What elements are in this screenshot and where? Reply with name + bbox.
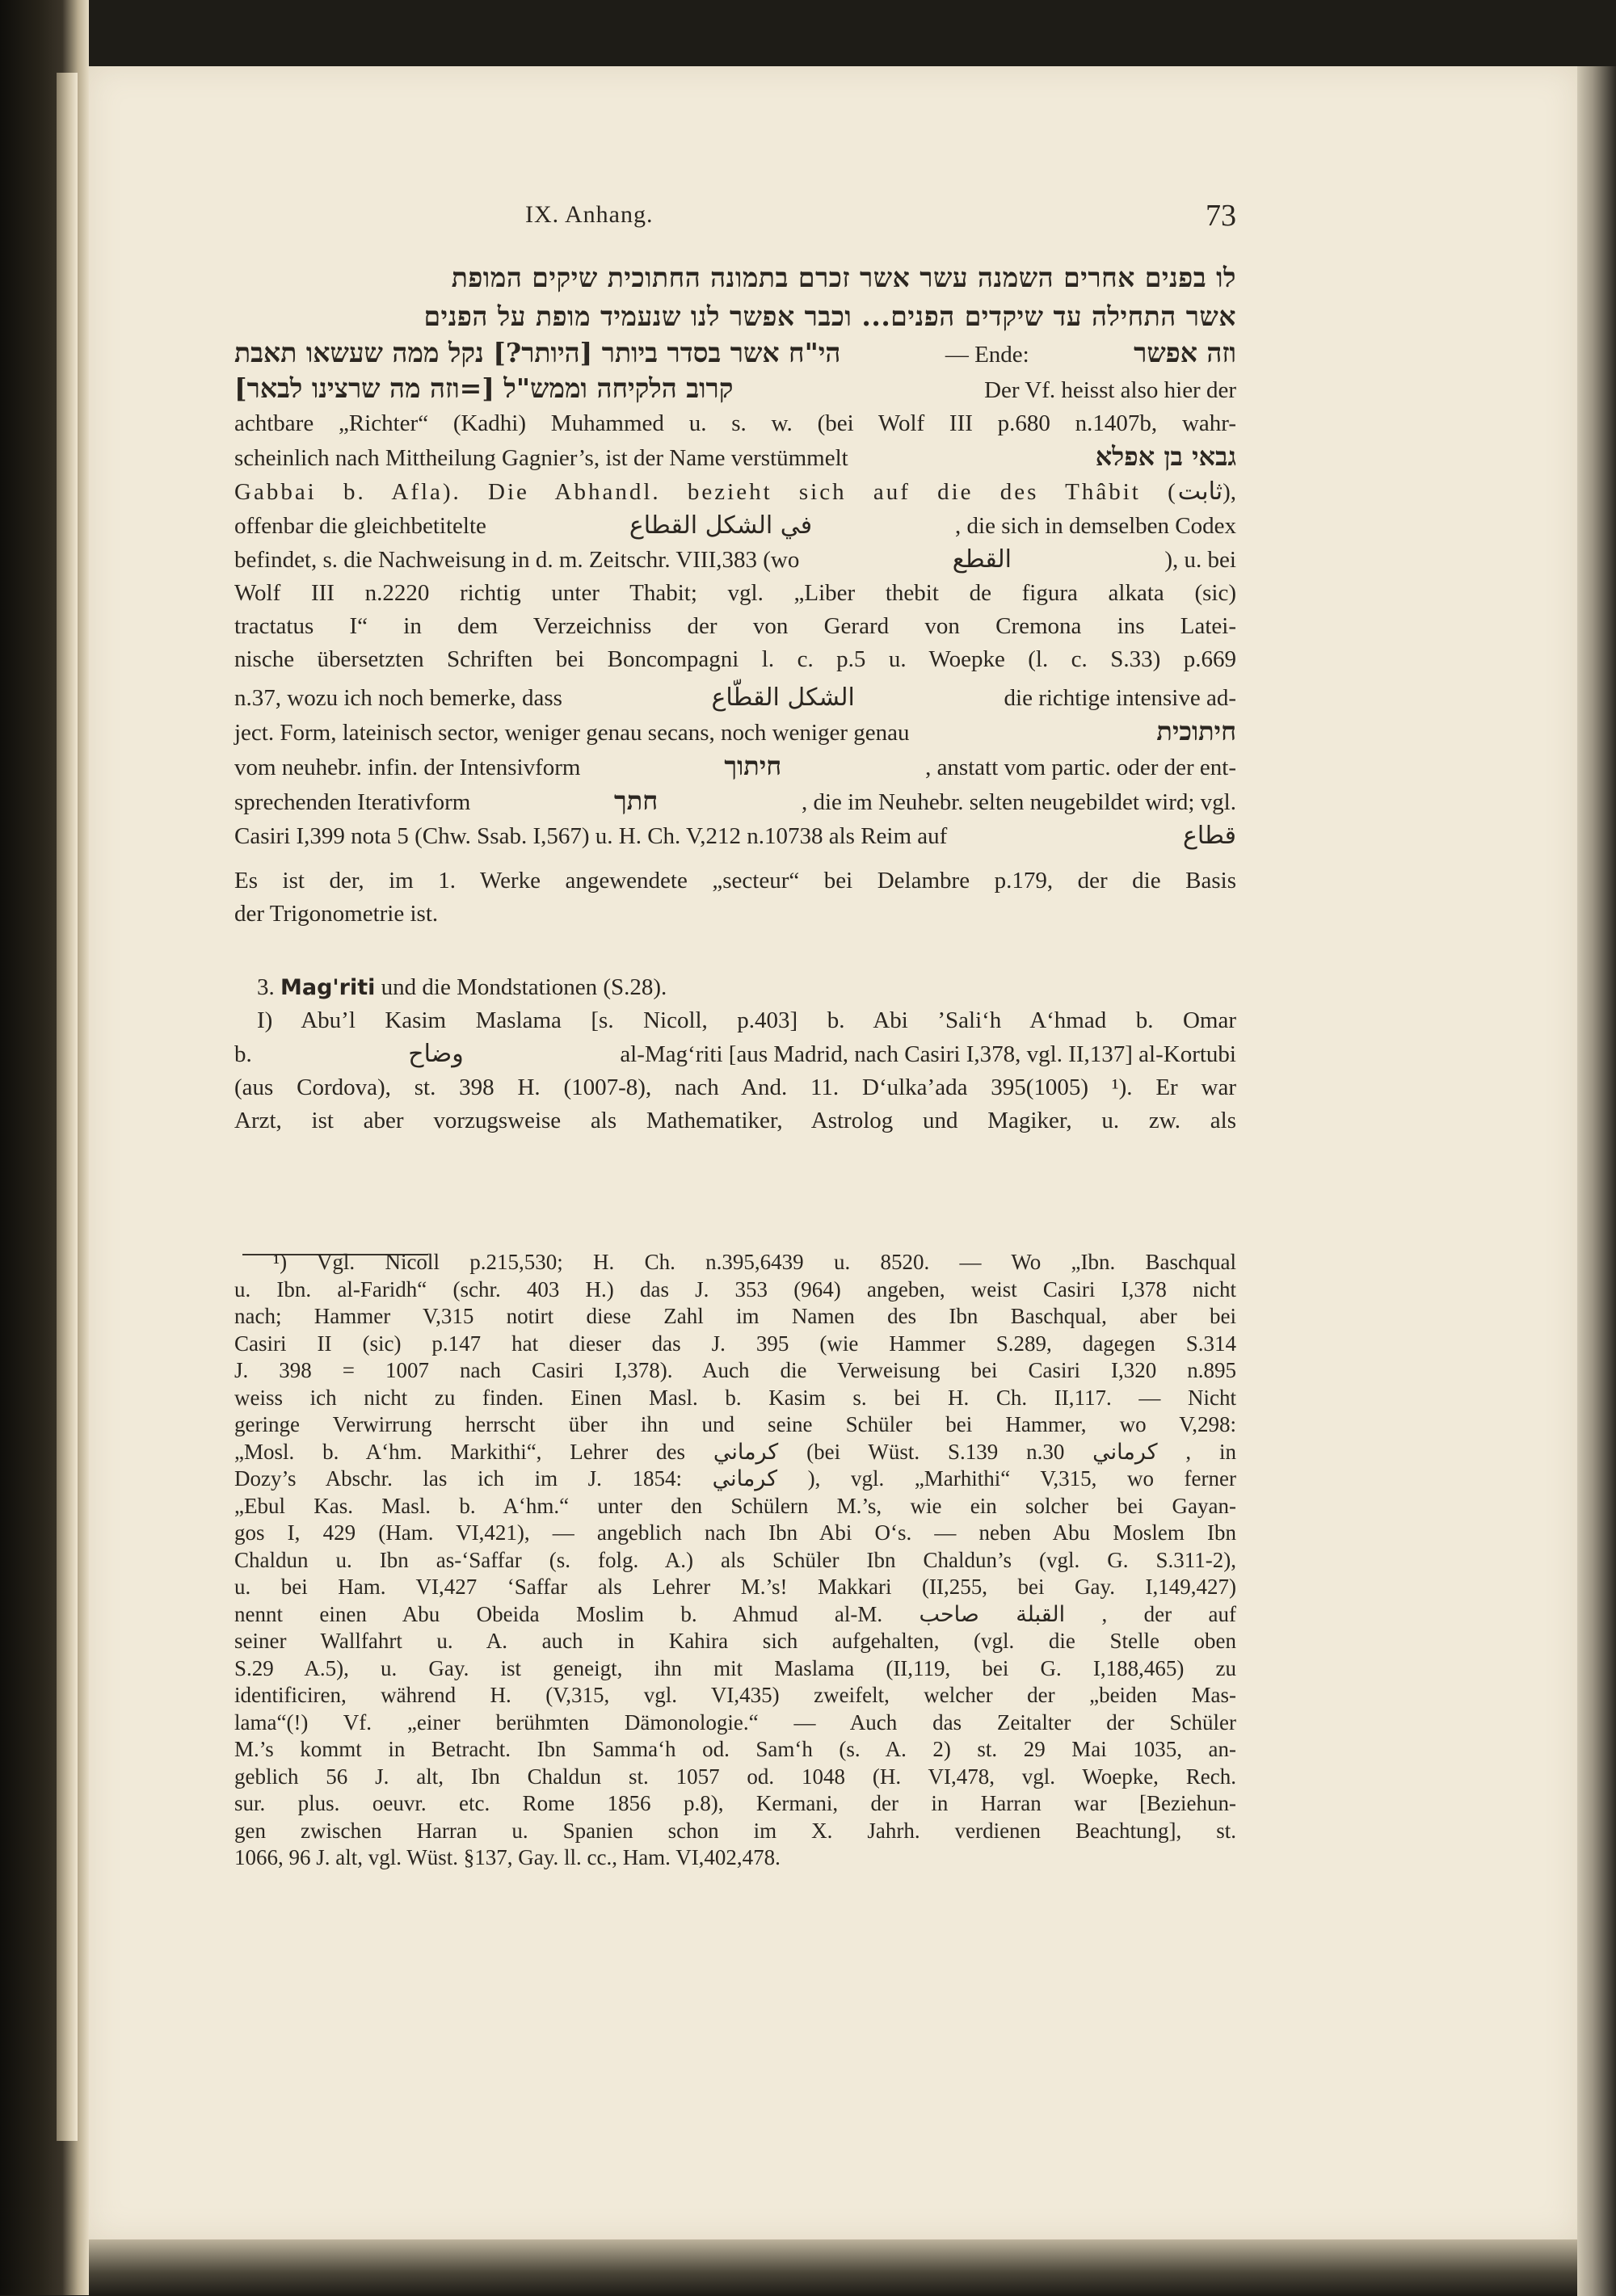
section-gap xyxy=(234,931,1236,971)
text-line xyxy=(234,440,1236,475)
page-stack-edge xyxy=(1577,66,1616,2296)
footnote-line: Casiri II (sic) p.147 hat dieser das J. 395 (wie Hammer S.289, dagegen S.314 xyxy=(234,1331,1236,1356)
section-number: 3. xyxy=(257,974,275,1000)
text-segment: Gabbai b. Afla). Die Abhandl. bezieht sich auf die des Thâbit ( xyxy=(234,479,1178,505)
text-line xyxy=(234,1037,1236,1071)
text-line: Wolf III n.2220 richtig unter Thabit; vgl. „Liber thebit de figura alkata (sic) xyxy=(234,580,1236,606)
hebrew-quote xyxy=(234,259,1236,336)
footnote-line: „Ebul Kas. Masl. b. A‘hm.“ unter den Schülern M.’s, wie ein solcher bei Gayan- xyxy=(234,1493,1236,1518)
text-line xyxy=(234,543,1236,577)
section-heading xyxy=(234,971,1236,1004)
page-number: 73 xyxy=(1206,199,1236,233)
footnote-line: S.29 A.5), u. Gay. ist geneigt, ihn mit Maslama (II,119, bei G. I,188,465) zu xyxy=(234,1655,1236,1680)
text-line: I) Abu’l Kasim Maslama [s. Nicoll, p.403] b. Abi ’Sali‘h A‘hmad b. Omar xyxy=(257,1007,1236,1033)
text-segment: offenbar die gleichbetitelte xyxy=(234,513,486,539)
mixed-line xyxy=(234,336,1236,372)
footnote-line: weiss ich nicht zu finden. Einen Masl. b. Kasim s. bei H. Ch. II,117. — Nicht xyxy=(234,1385,1236,1410)
mixed-line xyxy=(234,372,1236,407)
text-segment: die richtige intensive ad- xyxy=(1004,685,1236,711)
hebrew-term: חיתוכית xyxy=(1156,716,1236,746)
text-line: achtbare „Richter“ (Kadhi) Muhammed u. s. w. (bei Wolf III p.680 n.1407b, wahr- xyxy=(234,410,1236,436)
page-bottom-edge xyxy=(89,2239,1577,2295)
footnote-line: seiner Wallfahrt u. A. auch in Kahira sich aufgehalten, (vgl. die Stelle oben xyxy=(234,1629,1236,1653)
text-segment: , die sich in demselben Codex xyxy=(955,513,1236,539)
text-line xyxy=(234,784,1236,819)
footnote-line: Dozy’s Abschr. las ich im J. 1854: كرماني ), vgl. „Marhithi“ V,315, wo ferner xyxy=(234,1466,1236,1491)
text-line: nische übersetzten Schriften bei Boncompagni l. c. p.5 u. Woepke (l. c. S.33) p.669 xyxy=(234,646,1236,672)
hebrew-line: אשר התחילה עד שיקדים הפנים... וכבר אפשר לנו שנעמיד מופת על הפנים xyxy=(423,301,1236,332)
text-line: Arzt, ist aber vorzugsweise als Mathematiker, Astrolog und Magiker, u. zw. als xyxy=(234,1108,1236,1133)
arabic-title: في الشكل القطاع xyxy=(629,511,813,540)
latin-segment: Der Vf. heisst also hier der xyxy=(984,377,1236,403)
footnote-line: u. Ibn. al-Faridh“ (schr. 403 H.) das J. 353 (964) angeben, weist Casiri I,378 nicht xyxy=(234,1276,1236,1301)
footnote-line: 1066, 96 J. alt, vgl. Wüst. §137, Gay. ll. cc., Ham. VI,402,478. xyxy=(234,1845,781,1869)
hebrew-term: חיתוך xyxy=(724,751,782,781)
text-segment: ject. Form, lateinisch sector, weniger genau secans, noch weniger genau xyxy=(234,720,910,746)
footnote-line: gen zwischen Harran u. Spanien schon im X. Jahrh. verdienen Beachtung], st. xyxy=(234,1818,1236,1843)
arabic-term: الشكل القطّاع xyxy=(711,683,855,712)
footnote-line: sur. plus. oeuvr. etc. Rome 1856 p.8), Kermani, der in Harran war [Beziehun- xyxy=(234,1791,1236,1815)
previous-page-edge xyxy=(57,73,78,2141)
text-line: (aus Cordova), st. 398 H. (1007-8), nach And. 11. D‘ulka’ada 395(1005) ¹). Er war xyxy=(234,1074,1236,1100)
footnote-line: Chaldun u. Ibn as-‘Saffar (s. folg. A.) als Schüler Ibn Chaldun’s (vgl. G. S.311-2), xyxy=(234,1547,1236,1572)
footnote-line: ¹) Vgl. Nicoll p.215,530; H. Ch. n.395,6439 u. 8520. — Wo „Ibn. Baschqual xyxy=(273,1250,1236,1274)
text-segment: ), xyxy=(1223,479,1236,505)
text-line: Es ist der, im 1. Werke angewendete „secteur“ bei Delambre p.179, der die Basis xyxy=(234,868,1236,894)
footnote-line: nach; Hammer V,315 notirt diese Zahl im Namen des Ibn Baschqual, aber bei xyxy=(234,1304,1236,1328)
text-segment: , die im Neuhebr. selten neugebildet wird; vgl. xyxy=(801,789,1236,815)
text-line xyxy=(234,750,1236,784)
footnote-line: nennt einen Abu Obeida Moslim b. Ahmud al-M. القبلة صاحب , der auf xyxy=(234,1601,1236,1626)
footnote-line: M.’s kommt in Betracht. Ibn Samma‘h od. Sam‘h (s. A. 2) st. 29 Mai 1035, an- xyxy=(234,1737,1236,1761)
section-title-rest: und die Mondstationen (S.28). xyxy=(381,974,667,1000)
text-line xyxy=(234,509,1236,543)
main-text xyxy=(234,259,1236,1137)
footnote-line: J. 398 = 1007 nach Casiri I,378). Auch die Verweisung bei Casiri I,320 n.895 xyxy=(234,1358,1236,1382)
hebrew-term: חתך xyxy=(614,785,659,816)
text-segment: Casiri I,399 nota 5 (Chw. Ssab. I,567) u. H. Ch. V,212 n.10738 als Reim auf xyxy=(234,823,948,849)
text-segment: sprechenden Iterativform xyxy=(234,789,471,815)
running-title: IX. Anhang. xyxy=(525,201,654,228)
text-line: der Trigonometrie ist. xyxy=(234,901,439,927)
arabic-word: ثابت xyxy=(1177,477,1223,506)
text-segment: ), u. bei xyxy=(1164,547,1236,573)
footnote-line: geblich 56 J. alt, Ibn Chaldun st. 1057 od. 1048 (H. VI,478, vgl. Woepke, Rech. xyxy=(234,1764,1236,1789)
footnotes xyxy=(234,1249,1236,1872)
footnote-line: u. bei Ham. VI,427 ‘Saffar als Lehrer M.’s! Makkari (II,255, bei Gay. I,149,427) xyxy=(234,1575,1236,1599)
hebrew-name: גבאי בן אפלא xyxy=(1095,441,1236,472)
footnote-line: gos I, 429 (Ham. VI,421), — angeblich nach Ibn Abi O‘s. — neben Abu Moslem Ibn xyxy=(234,1520,1236,1545)
footnote-line: geringe Verwirrung herrscht über ihn und seine Schüler bei Hammer, wo V,298: xyxy=(234,1412,1236,1436)
text-segment: n.37, wozu ich noch bemerke, dass xyxy=(234,685,562,711)
latin-segment: — Ende: xyxy=(945,342,1029,368)
footnote-line: „Mosl. b. A‘hm. Markithi“, Lehrer des كرماني (bei Wüst. S.139 n.30 كرماني , in xyxy=(234,1439,1236,1464)
hebrew-segment: וזה אפשר xyxy=(1134,337,1236,368)
text-segment: scheinlich nach Mittheilung Gagnier’s, ist der Name verstümmelt xyxy=(234,445,848,471)
section-title: Mag'riti xyxy=(280,975,376,1000)
text-line xyxy=(234,819,1236,853)
text-segment: al-Mag‘riti [aus Madrid, nach Casiri I,378, vgl. II,137] al-Kortubi xyxy=(620,1041,1236,1067)
text-segment: befindet, s. die Nachweisung in d. m. Zeitschr. VIII,383 (wo xyxy=(234,547,800,573)
hebrew-segment: קרוב הלקיחה וממש"ל [=וזה מה שרצינו לבאר] xyxy=(234,372,734,404)
footnote-line: lama“(!) Vf. „einer berühmten Dämonologie.“ — Auch das Zeitalter der Schüler xyxy=(234,1709,1236,1735)
footnote-line: identificiren, während H. (V,315, vgl. VI,435) zweifelt, welcher der „beiden Mas- xyxy=(234,1683,1236,1707)
text-line: tractatus I“ in dem Verzeichniss der von Gerard von Cremona ins Latei- xyxy=(234,613,1236,639)
text-line xyxy=(234,715,1236,750)
arabic-word: القطع xyxy=(952,545,1012,574)
arabic-word: قطاع xyxy=(1183,822,1236,850)
text-segment: b. xyxy=(234,1041,252,1067)
text-line xyxy=(234,475,1236,509)
hebrew-line: לו בפנים אחרים השמנה עשר אשר זכרם בתמונה החתוכית שיקים המופת xyxy=(451,262,1236,293)
text-segment: vom neuhebr. infin. der Intensivform xyxy=(234,755,581,780)
text-segment: , anstatt vom partic. oder der ent- xyxy=(925,755,1236,780)
page-header xyxy=(234,198,1236,233)
text-line xyxy=(234,681,1236,715)
hebrew-segment: הי"ח אשר בסדר ביותר [היותר?] נקל ממה שעשאו תאבת xyxy=(234,337,841,368)
arabic-name: وضاح xyxy=(408,1040,464,1068)
